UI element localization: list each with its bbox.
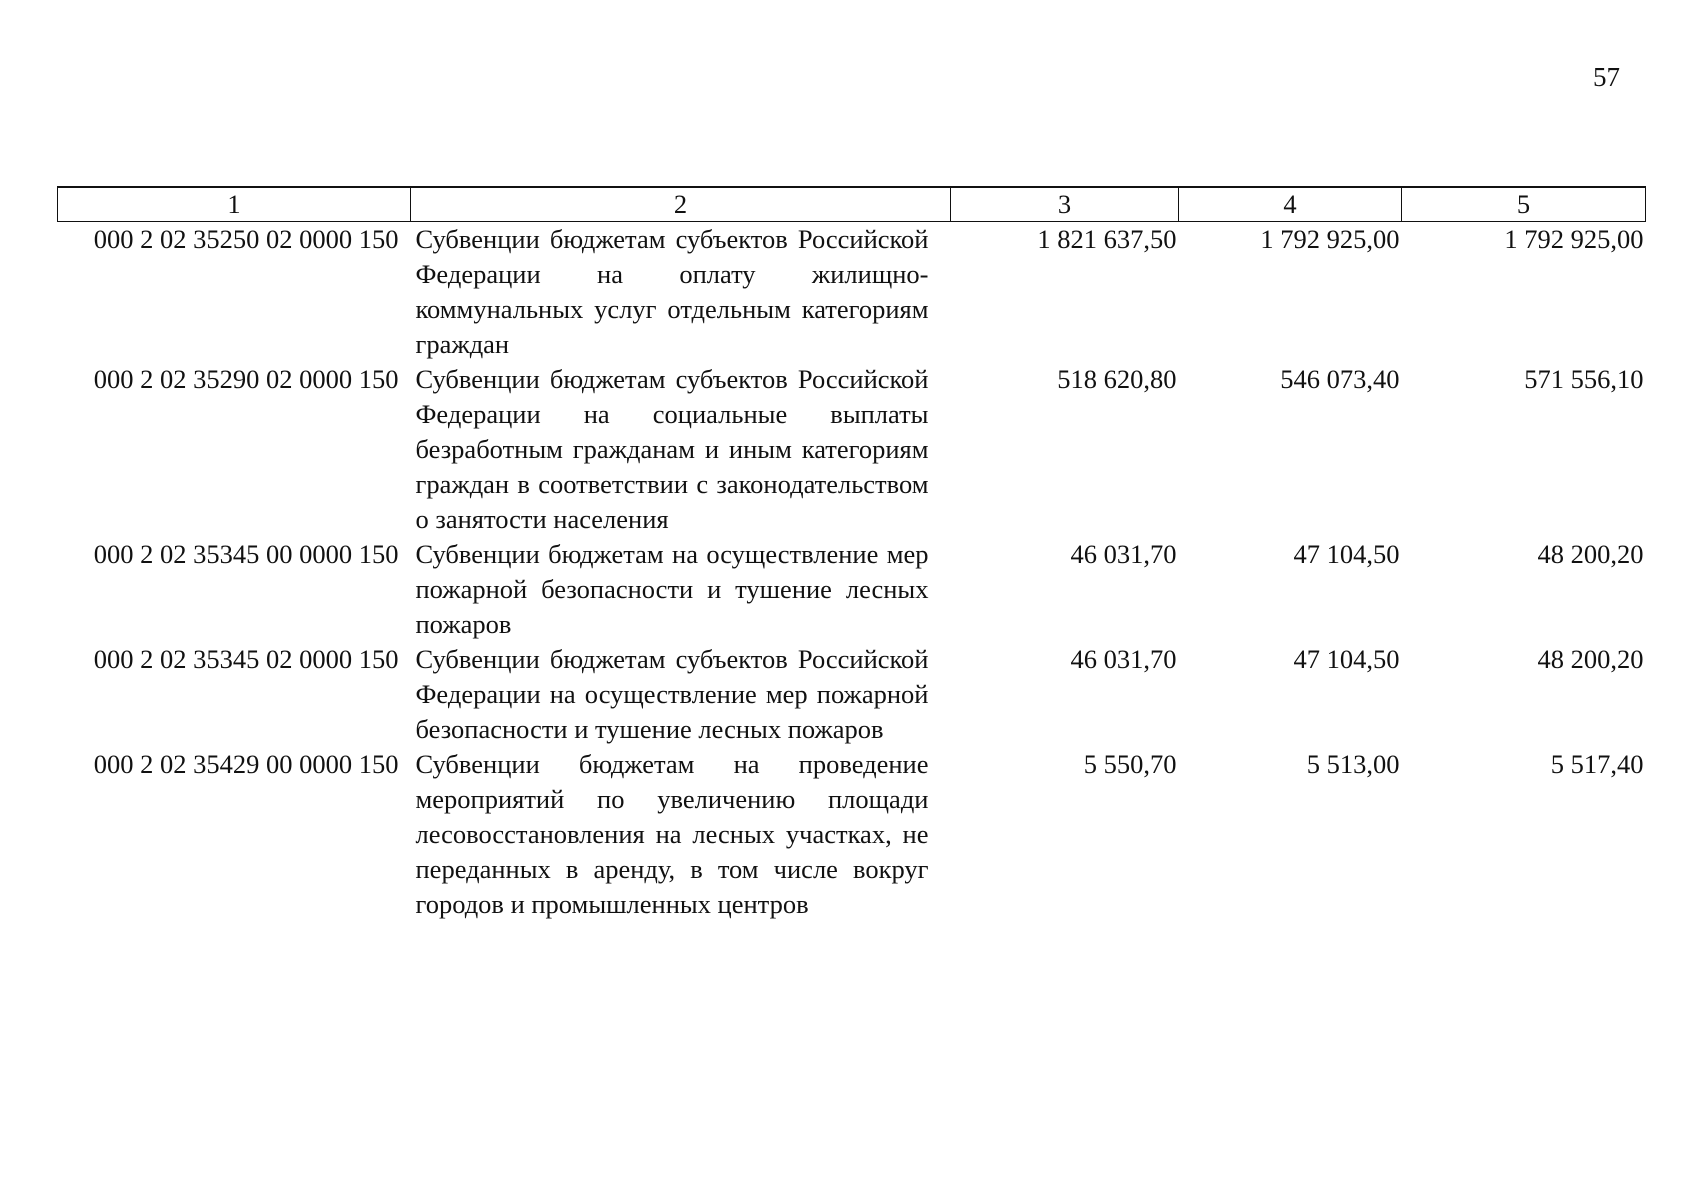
table-body bbox=[58, 222, 1646, 923]
amount-col-4: 546 073,40 bbox=[1280, 364, 1400, 394]
amount-col-4: 47 104,50 bbox=[1293, 539, 1400, 569]
item-description: Субвенции бюджетам на осуществление мер пожарной безопасности и тушение лесных пожаров bbox=[415, 539, 929, 639]
amount-col-3: 5 550,70 bbox=[1083, 749, 1177, 779]
table-row bbox=[58, 362, 1646, 537]
budget-code: 000 2 02 35345 02 0000 150 bbox=[93, 644, 399, 674]
amount-col-5: 1 792 925,00 bbox=[1504, 224, 1644, 254]
budget-table bbox=[57, 186, 1646, 922]
amount-col-3: 46 031,70 bbox=[1070, 539, 1177, 569]
table-row bbox=[58, 642, 1646, 747]
header-col-4: 4 bbox=[1179, 187, 1402, 222]
amount-col-3: 518 620,80 bbox=[1057, 364, 1177, 394]
header-row bbox=[58, 187, 1646, 222]
header-col-2: 2 bbox=[411, 187, 951, 222]
amount-col-4: 1 792 925,00 bbox=[1260, 224, 1400, 254]
header-col-3: 3 bbox=[951, 187, 1179, 222]
header-col-5: 5 bbox=[1402, 187, 1646, 222]
amount-col-5: 571 556,10 bbox=[1524, 364, 1644, 394]
page-number: 57 bbox=[1593, 62, 1620, 92]
table-header bbox=[58, 187, 1646, 222]
header-col-1: 1 bbox=[58, 187, 411, 222]
budget-code: 000 2 02 35290 02 0000 150 bbox=[93, 364, 399, 394]
table-row bbox=[58, 537, 1646, 642]
budget-code: 000 2 02 35345 00 0000 150 bbox=[93, 539, 399, 569]
item-description: Субвенции бюджетам субъектов Российской Федерации на осуществление мер пожарной безопасности и тушение лесных пожаров bbox=[415, 644, 929, 744]
amount-col-4: 5 513,00 bbox=[1306, 749, 1400, 779]
amount-col-5: 48 200,20 bbox=[1537, 644, 1644, 674]
amount-col-5: 48 200,20 bbox=[1537, 539, 1644, 569]
amount-col-5: 5 517,40 bbox=[1550, 749, 1644, 779]
item-description: Субвенции бюджетам на проведение мероприятий по увеличению площади лесовосстановления на лесных участках, не переданных в аренду, в том числе вокруг городов и промышленных центров bbox=[415, 749, 929, 919]
amount-col-3: 1 821 637,50 bbox=[1037, 224, 1177, 254]
amount-col-4: 47 104,50 bbox=[1293, 644, 1400, 674]
budget-code: 000 2 02 35429 00 0000 150 bbox=[93, 749, 399, 779]
table-row bbox=[58, 747, 1646, 922]
item-description: Субвенции бюджетам субъектов Российской Федерации на социальные выплаты безработным гражданам и иным категориям граждан в соответствии с законодательством о занятости населения bbox=[415, 364, 929, 534]
budget-code: 000 2 02 35250 02 0000 150 bbox=[93, 224, 399, 254]
amount-col-3: 46 031,70 bbox=[1070, 644, 1177, 674]
item-description: Субвенции бюджетам субъектов Российской Федерации на оплату жилищно-коммунальных услуг отдельным категориям граждан bbox=[415, 224, 929, 359]
table-row bbox=[58, 222, 1646, 363]
